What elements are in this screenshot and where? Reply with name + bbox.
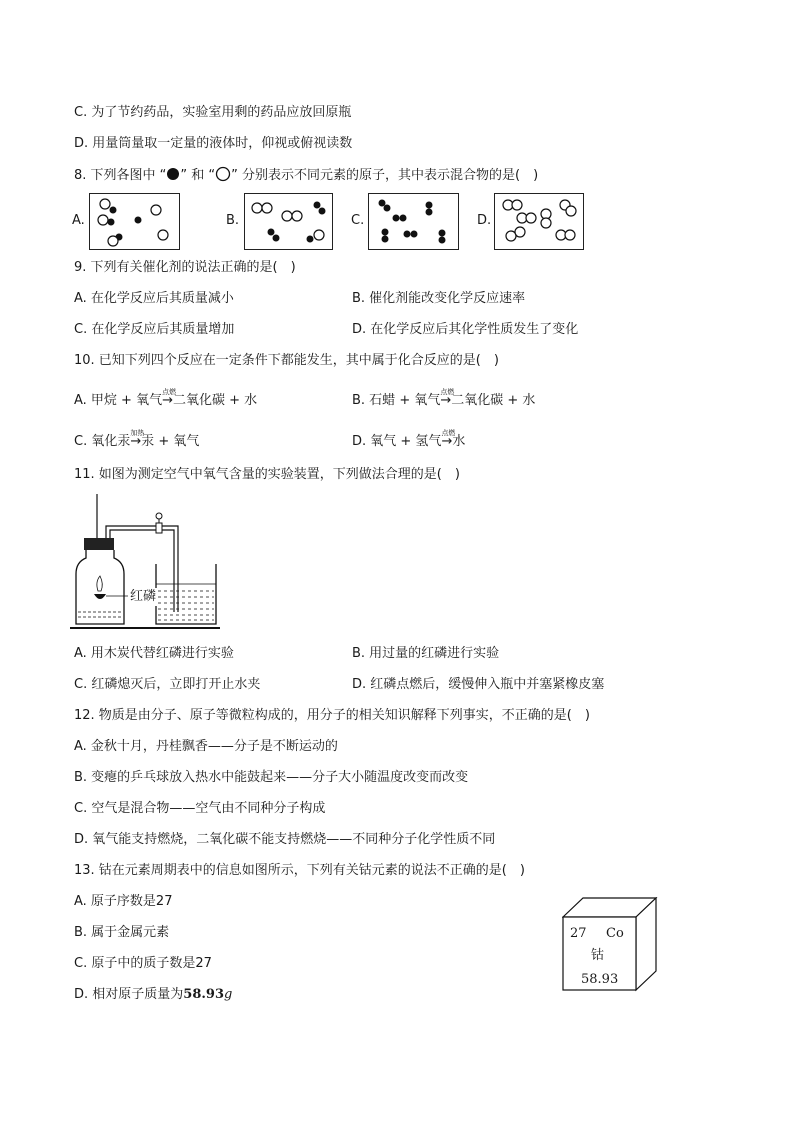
filled-atom [135, 217, 142, 224]
hollow-atom [252, 203, 262, 213]
q8-box-d [494, 193, 584, 250]
q12-stem: 12. 物质是由分子、原子等微粒构成的，用分子的相关知识解释下列事实，不正确的是( ) [74, 708, 590, 723]
filled-atom [379, 200, 386, 207]
filled-atom [307, 236, 314, 243]
q10-d-condition: 点燃 [441, 429, 456, 437]
filled-atom [108, 219, 115, 226]
filled-atom [319, 208, 326, 215]
filled-atom [382, 236, 389, 243]
element-name: 钴 [591, 948, 605, 963]
q8-box-c-atoms [369, 194, 458, 249]
gas-bottle [76, 550, 124, 624]
hollow-atom [158, 230, 168, 240]
q11-option-a: A. 用木炭代替红磷进行实验 [74, 646, 234, 661]
q8-stem [74, 166, 538, 185]
oxygen-experiment-apparatus [70, 494, 230, 634]
hollow-atom [282, 211, 292, 221]
q13-stem: 13. 钴在元素周期表中的信息如图所示，下列有关钴元素的说法不正确的是( ) [74, 863, 525, 878]
red-phosphorus-label: 红磷 [130, 589, 157, 604]
q12-option-a: A. 金秋十月，丹桂飘香——分子是不断运动的 [74, 739, 338, 754]
q10-b-left: B. 石蜡 + 氧气 [352, 393, 441, 408]
filled-atom [426, 209, 433, 216]
q8-stem-mid: ” 和 “ [180, 168, 216, 183]
q10-option-a [74, 388, 258, 410]
q9-option-d: D. 在化学反应后其化学性质发生了变化 [352, 322, 579, 337]
q13-d-prefix: D. 相对原子质量为 [74, 987, 184, 1002]
arrow-glyph: → [130, 434, 142, 449]
filled-atom-icon [166, 167, 180, 181]
q11-option-c: C. 红磷熄灭后，立即打开止水夹 [74, 677, 261, 692]
hollow-atom [98, 215, 108, 225]
q12-option-d: D. 氧气能支持燃烧，二氧化碳不能支持燃烧——不同种分子化学性质不同 [74, 832, 496, 847]
q9-option-b: B. 催化剂能改变化学反应速率 [352, 291, 526, 306]
filled-atom [411, 231, 418, 238]
q7-option-d: D. 用量筒量取一定量的液体时，仰视或俯视读数 [74, 136, 353, 151]
reaction-arrow [162, 388, 177, 410]
q11-option-b: B. 用过量的红磷进行实验 [352, 646, 500, 661]
filled-atom [384, 205, 391, 212]
q13-d-unit: g [224, 987, 233, 1002]
q13-d-value: 58.93 [183, 987, 224, 1002]
q10-stem: 10. 已知下列四个反应在一定条件下都能发生，其中属于化合反应的是( ) [74, 353, 499, 368]
q10-option-b [352, 388, 536, 410]
filled-atom [393, 215, 400, 222]
element-symbol: Co [606, 926, 624, 941]
q13-option-a: A. 原子序数是27 [74, 894, 173, 909]
hollow-atom [100, 199, 110, 209]
combustion-spoon [94, 594, 106, 599]
arrow-glyph: → [162, 393, 173, 408]
hollow-atom [314, 230, 324, 240]
q9-stem: 9. 下列有关催化剂的说法正确的是( ) [74, 260, 296, 275]
flame-icon [97, 576, 102, 591]
q10-d-right: 水 [452, 434, 466, 449]
hollow-atom [566, 206, 576, 216]
hollow-atom [151, 205, 161, 215]
arrow-glyph: → [441, 434, 453, 449]
q10-b-condition: 点燃 [440, 388, 455, 396]
arrow-glyph: → [440, 393, 452, 408]
q8-box-a-atoms [90, 194, 179, 249]
hollow-atom [512, 200, 522, 210]
clamp-knob [156, 513, 162, 519]
rubber-stopper [84, 538, 114, 550]
hollow-atom [526, 213, 536, 223]
hollow-atom [515, 227, 525, 237]
reaction-arrow [441, 429, 456, 451]
q8-stem-prefix: 8. 下列各图中 “ [74, 168, 167, 183]
hollow-atom [541, 218, 551, 228]
clamp-icon [156, 523, 162, 533]
filled-atom [439, 230, 446, 237]
q8-box-b [244, 193, 333, 250]
q10-a-right: 二氧化碳 + 水 [173, 393, 258, 408]
filled-atom [314, 202, 321, 209]
q8-box-b-atoms [245, 194, 332, 249]
q8-box-c [368, 193, 459, 250]
element-atomic-number: 27 [570, 926, 587, 941]
q8-box-a [89, 193, 180, 250]
reaction-arrow [440, 388, 455, 410]
hollow-atom [292, 211, 302, 221]
element-mass: 58.93 [581, 972, 619, 987]
filled-atom [382, 229, 389, 236]
q8-stem-suffix: ” 分别表示不同元素的原子，其中表示混合物的是( ) [231, 168, 539, 183]
q10-c-right: 汞 + 氧气 [141, 434, 200, 449]
q12-option-b: B. 变瘪的乒乓球放入热水中能鼓起来——分子大小随温度改变而改变 [74, 770, 469, 785]
q10-c-left: C. 氧化汞 [74, 434, 131, 449]
reaction-arrow [130, 429, 145, 451]
q12-option-c: C. 空气是混合物——空气由不同种分子构成 [74, 801, 326, 816]
hollow-atom [565, 230, 575, 240]
q8-label-a: A. [72, 213, 85, 228]
filled-atom [404, 231, 411, 238]
hollow-atom-icon [215, 166, 231, 182]
q13-option-c: C. 原子中的质子数是27 [74, 956, 212, 971]
filled-atom [110, 207, 117, 214]
q8-label-c: C. [351, 213, 365, 228]
q10-b-right: 二氧化碳 + 水 [451, 393, 536, 408]
q8-label-d: D. [477, 213, 492, 228]
q8-box-d-atoms [495, 194, 583, 249]
filled-atom [268, 229, 275, 236]
q13-option-d [74, 986, 232, 1004]
q7-option-c: C. 为了节约药品，实验室用剩的药品应放回原瓶 [74, 105, 352, 120]
q10-a-left: A. 甲烷 + 氧气 [74, 393, 163, 408]
filled-atom [273, 235, 280, 242]
q8-label-b: B. [226, 213, 240, 228]
filled-atom [439, 237, 446, 244]
q10-a-condition: 点燃 [162, 388, 177, 396]
filled-atom [400, 215, 407, 222]
q10-option-d [352, 429, 466, 451]
filled-atom [426, 202, 433, 209]
q13-option-b: B. 属于金属元素 [74, 925, 170, 940]
beaker-water [158, 591, 214, 620]
q11-stem: 11. 如图为测定空气中氧气含量的实验装置，下列做法合理的是( ) [74, 467, 460, 482]
q10-c-condition: 加热 [130, 429, 145, 437]
q9-option-c: C. 在化学反应后其质量增加 [74, 322, 235, 337]
q10-option-c [74, 429, 200, 451]
q11-option-d: D. 红磷点燃后，缓慢伸入瓶中并塞紧橡皮塞 [352, 677, 605, 692]
hollow-atom [108, 236, 118, 246]
q10-d-left: D. 氧气 + 氢气 [352, 434, 442, 449]
q9-option-a: A. 在化学反应后其质量减小 [74, 291, 234, 306]
hollow-atom [262, 203, 272, 213]
